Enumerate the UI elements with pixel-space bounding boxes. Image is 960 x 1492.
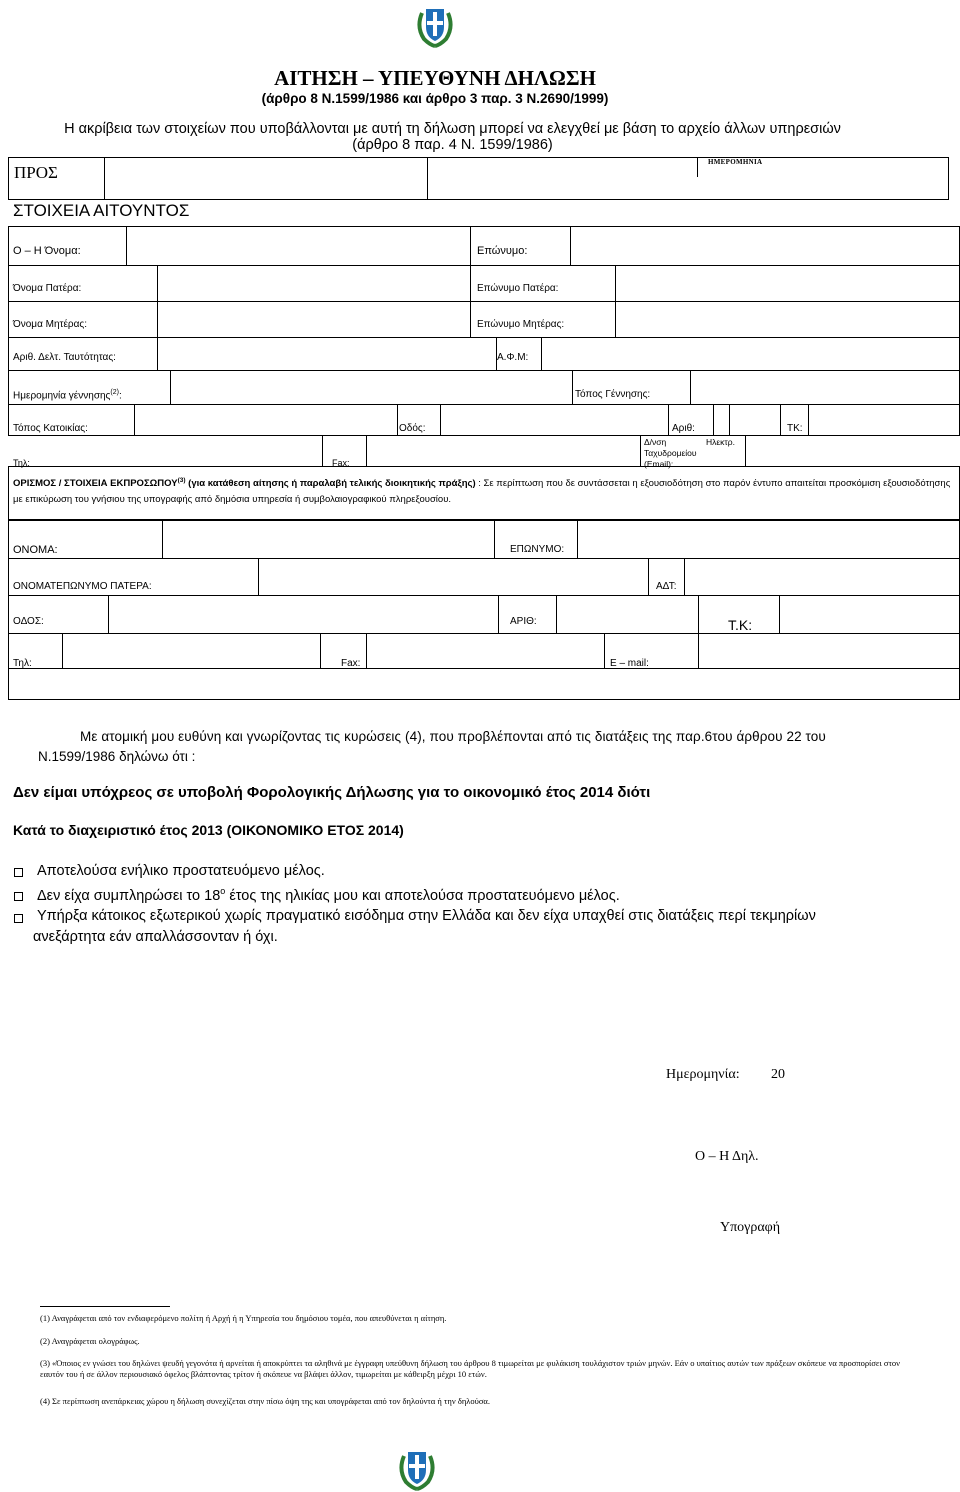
- first-name-label: Ο – Η Όνομα:: [13, 245, 81, 257]
- email-label-4: (Email):: [644, 459, 674, 469]
- declarant-label: Ο – Η Δηλ.: [695, 1149, 759, 1164]
- last-name-field[interactable]: [571, 227, 959, 264]
- mother-surname-field[interactable]: [616, 302, 959, 336]
- mother-name-label: Όνομα Μητέρας:: [13, 319, 87, 330]
- option-2-checkbox[interactable]: [14, 892, 23, 901]
- residence-field[interactable]: [135, 405, 396, 434]
- birth-place-field[interactable]: [691, 371, 959, 403]
- notice-line-1: Η ακρίβεια των στοιχείων που υποβάλλονται με αυτή τη δήλωση μπορεί να ελεγχθεί με βάση το αρχείο άλλων υπηρεσιών: [64, 121, 841, 137]
- father-name-label: Όνομα Πατέρα:: [13, 283, 82, 294]
- rep-postcode-field[interactable]: [780, 596, 959, 632]
- footnote-1: (1) Αναγράφεται από τον ενδιαφερόμενο πολίτη ή Αρχή ή η Υπηρεσία του δημόσιου τομέα, που απευθύνεται η αίτηση.: [40, 1313, 447, 1323]
- phone-label: Τηλ:: [13, 458, 30, 468]
- option-1-checkbox[interactable]: [14, 868, 23, 877]
- rep-fax-field[interactable]: [367, 634, 603, 667]
- declaration-intro-line-1: Με ατομική μου ευθύνη και γνωρίζοντας τις κυρώσεις (4), που προβλέπονται από τις διατάξεις της παρ.6του άρθρου 22 του: [80, 729, 826, 744]
- email-label-3: Ταχυδρομείου: [644, 448, 697, 458]
- street-label: Οδός:: [399, 423, 426, 434]
- pros-label: ΠΡΟΣ: [14, 163, 58, 182]
- declaration-statement: Δεν είμαι υπόχρεος σε υποβολή Φορολογικής Δήλωσης για το οικονομικό έτος 2014 διότι: [13, 784, 651, 801]
- rep-fax-label: Fax:: [341, 658, 361, 669]
- declaration-year-line: Κατά το διαχειριστικό έτος 2013 (ΟΙΚΟΝΟΜΙΚΟ ΕΤΟΣ 2014): [13, 822, 404, 838]
- rep-name-field[interactable]: [163, 521, 493, 557]
- phone-field[interactable]: [60, 437, 321, 465]
- rep-father-label: ΟΝΟΜΑΤΕΠΩΝΥΜΟ ΠΑΤΕΡΑ:: [13, 581, 152, 592]
- rep-adt-field[interactable]: [685, 559, 959, 594]
- rep-email-label: E – mail:: [610, 658, 649, 669]
- rep-number-field[interactable]: [557, 596, 697, 632]
- mother-name-field[interactable]: [158, 302, 469, 336]
- birth-date-label: Ημερομηνία γέννησης$^{(2)}$:: [13, 389, 122, 402]
- rep-phone-field[interactable]: [63, 634, 319, 667]
- email-label-2: Ηλεκτρ.: [706, 437, 735, 447]
- signature-field[interactable]: [660, 1240, 860, 1290]
- email-field[interactable]: [746, 437, 959, 465]
- form-subtitle: (άρθρο 8 Ν.1599/1986 και άρθρο 3 παρ. 3 Ν.2690/1999): [261, 91, 609, 106]
- rep-street-field[interactable]: [109, 596, 497, 632]
- representative-heading: ΟΡΙΣΜΟΣ / ΣΤΟΙΧΕΙΑ ΕΚΠΡΟΣΩΠΟΥ$^{(3)}$ (για κατάθεση αίτησης ή παραλαβή τελικής διοικητικής πράξης) : Σε περίπτωση που δε συντάσσεται η εξουσιοδότηση στο παρόν έντυπο απαιτείται προσκόμιση εξουσιοδότησης με επικύρωση του γνήσιου της υπογραφής από δημόσια υπηρεσία ή συμβολαιογραφικού πληρεξουσίου.: [13, 477, 951, 506]
- mother-surname-label: Επώνυμο Μητέρας:: [477, 319, 565, 330]
- fax-field[interactable]: [367, 437, 639, 465]
- footnote-3: (3) «Όποιος εν γνώσει του δηλώνει ψευδή γεγονότα ή αρνείται ή αποκρύπτει τα αληθινά με έγγραφη υπεύθυνη δήλωση του άρθρου 8 τιμωρείται με φυλάκιση τουλάχιστον τριών μηνών. Εάν ο υπαίτιος αυτών των πράξεων σκόπευε να προσπορίσει στον εαυτόν του ή σε άλλον περιουσιακό όφελος βλάπτοντας τρίτον ή σκόπευε να βλάψει άλλον, τιμωρείται με κάθειρξη μέχρι 10 ετών.: [40, 1358, 901, 1379]
- option-3-checkbox[interactable]: [14, 914, 23, 923]
- recipient-field[interactable]: [105, 158, 426, 199]
- afm-label: Α.Φ.Μ:: [497, 352, 529, 363]
- number-label: Αριθ:: [672, 423, 695, 434]
- birth-place-label: Τόπος Γέννησης:: [575, 389, 651, 400]
- id-number-label: Αριθ. Δελτ. Ταυτότητας:: [13, 352, 116, 363]
- afm-field[interactable]: [542, 338, 959, 369]
- rep-father-field[interactable]: [259, 559, 647, 594]
- rep-phone-label: Τηλ:: [13, 658, 32, 669]
- rep-postcode-label: Τ.Κ:: [728, 617, 753, 633]
- declaration-intro-line-2: Ν.1599/1986 δηλώνω ότι :: [38, 749, 196, 764]
- last-name-label: Επώνυμο:: [477, 245, 528, 257]
- rep-number-label: ΑΡΙΘ:: [510, 616, 537, 627]
- rep-surname-field[interactable]: [578, 521, 959, 557]
- option-3-text-line-1: Υπήρξα κάτοικος εξωτερικού χωρίς πραγματικό εισόδημα στην Ελλάδα και δεν είχα υπαχθεί στις διατάξεις περί τεκμηρίων: [37, 908, 816, 924]
- option-3-text-line-2: ανεξάρτητα εάν απαλλάσσονταν ή όχι.: [33, 929, 278, 945]
- birth-date-field[interactable]: [171, 371, 571, 403]
- signature-date-label: Ημερομηνία:: [666, 1067, 740, 1082]
- form-title: ΑΙΤΗΣΗ – ΥΠΕΥΘΥΝΗ ΔΗΛΩΣΗ: [274, 66, 596, 90]
- email-label-1: Δ/νση: [644, 437, 667, 447]
- date-label: ΗΜΕΡΟΜΗΝΙΑ: [708, 158, 763, 166]
- notice-line-2: (άρθρο 8 παρ. 4 Ν. 1599/1986): [352, 137, 553, 153]
- rep-name-label: ΟΝΟΜΑ:: [13, 544, 58, 556]
- option-1-text: Αποτελούσα ενήλικο προστατευόμενο μέλος.: [37, 863, 325, 879]
- rep-adt-label: ΑΔΤ:: [656, 581, 677, 592]
- number-field[interactable]: [714, 405, 728, 434]
- signature-date-value[interactable]: 20: [771, 1067, 785, 1082]
- postcode-field[interactable]: [809, 405, 959, 434]
- postcode-label: ΤΚ:: [787, 423, 803, 434]
- applicant-section-title: ΣΤΟΙΧΕΙΑ ΑΙΤΟΥΝΤΟΣ: [13, 201, 190, 220]
- first-name-field[interactable]: [127, 227, 469, 264]
- rep-street-label: ΟΔΟΣ:: [13, 616, 44, 627]
- signature-label: Υπογραφή: [720, 1220, 781, 1235]
- residence-label: Τόπος Κατοικίας:: [13, 423, 88, 434]
- id-number-field[interactable]: [158, 338, 495, 369]
- street-field[interactable]: [441, 405, 667, 434]
- father-name-field[interactable]: [158, 266, 469, 300]
- father-surname-label: Επώνυμο Πατέρα:: [477, 283, 559, 294]
- rep-surname-label: ΕΠΩΝΥΜΟ:: [510, 544, 565, 555]
- greek-emblem-icon: [396, 1446, 438, 1492]
- footnote-2: (2) Αναγράφεται ολογράφως.: [40, 1336, 140, 1346]
- date-field[interactable]: [428, 178, 948, 199]
- rep-email-field[interactable]: [699, 634, 959, 667]
- greek-emblem-icon: [414, 3, 456, 49]
- father-surname-field[interactable]: [616, 266, 959, 300]
- footnote-4: (4) Σε περίπτωση ανεπάρκειας χώρου η δήλωση συνεχίζεται στην πίσω όψη της και υπογράφεται από τον δηλούντα ή την δηλούσα.: [40, 1396, 491, 1406]
- option-2-text: Δεν είχα συμπληρώσει το $18^o$ έτος της ηλικίας μου και αποτελούσα προστατευόμενο μέλος.: [37, 886, 620, 904]
- fax-label: Fax:: [332, 458, 350, 468]
